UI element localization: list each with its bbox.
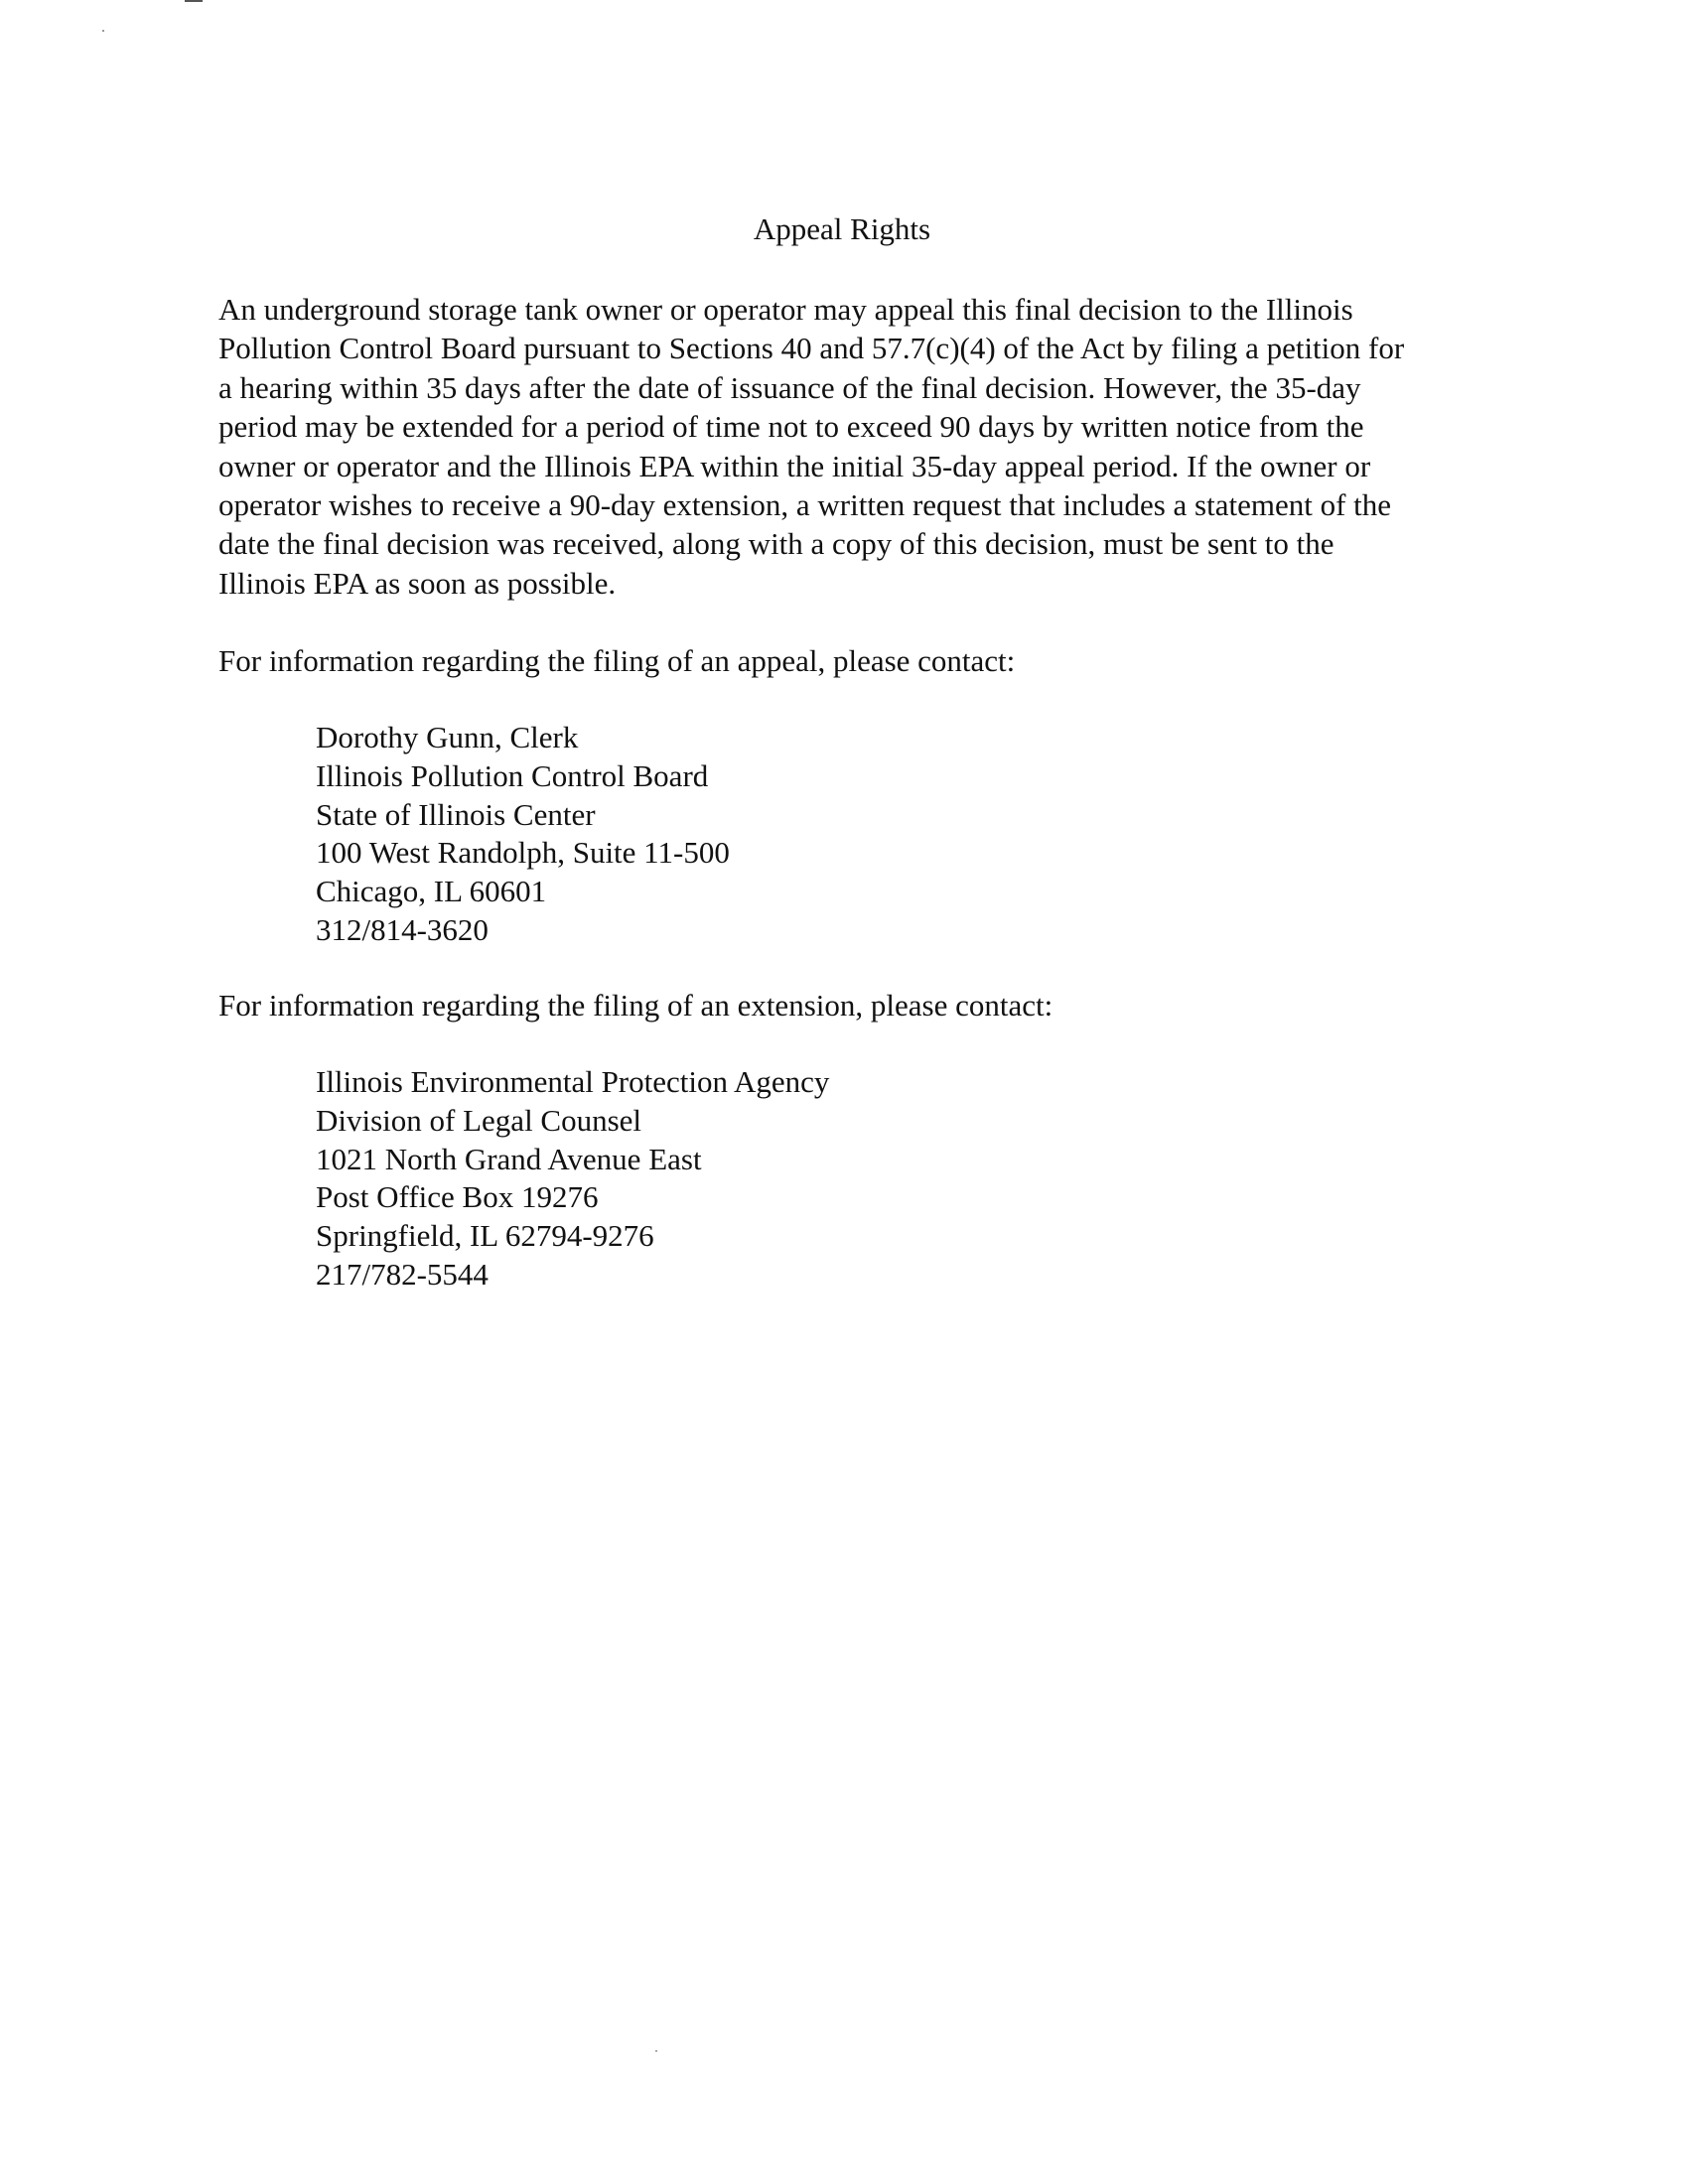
- contact-organization: Illinois Environmental Protection Agency: [316, 1064, 830, 1099]
- contact-city-state-zip: Springfield, IL 62794-9276: [316, 1218, 654, 1254]
- paragraph-line: period may be extended for a period of time not to exceed 90 days by written notice from the: [218, 409, 1364, 445]
- contact-po-box: Post Office Box 19276: [316, 1179, 599, 1215]
- contact-phone: 312/814-3620: [316, 911, 489, 947]
- contact-phone: 217/782-5544: [316, 1256, 489, 1292]
- appeal-contact-address: [316, 719, 730, 950]
- scan-speck: [102, 30, 104, 32]
- scan-mark: [185, 0, 203, 2]
- paragraph-line: operator wishes to receive a 90-day extension, a written request that includes a statement of the: [218, 487, 1392, 523]
- scan-speck: [655, 2050, 657, 2052]
- page-title: Appeal Rights: [753, 211, 931, 246]
- contact-division: Division of Legal Counsel: [316, 1102, 642, 1138]
- paragraph-line: a hearing within 35 days after the date of issuance of the final decision. However, the 35-day: [218, 369, 1361, 405]
- contact-organization: Illinois Pollution Control Board: [316, 757, 709, 793]
- extension-contact-intro: For information regarding the filing of an extension, please contact:: [218, 988, 1053, 1023]
- paragraph-line: Pollution Control Board pursuant to Sections 40 and 57.7(c)(4) of the Act by filing a petition for: [218, 331, 1405, 366]
- contact-city-state-zip: Chicago, IL 60601: [316, 874, 547, 909]
- contact-street: 1021 North Grand Avenue East: [316, 1141, 702, 1176]
- paragraph-line: An underground storage tank owner or operator may appeal this final decision to the Illinois: [218, 292, 1353, 327]
- appeal-contact-intro: For information regarding the filing of an appeal, please contact:: [218, 643, 1016, 678]
- extension-contact-address: [316, 1063, 829, 1295]
- contact-building: State of Illinois Center: [316, 796, 596, 832]
- paragraph-line: Illinois EPA as soon as possible.: [218, 565, 617, 601]
- paragraph-line: owner or operator and the Illinois EPA within the initial 35-day appeal period. If the owner or: [218, 448, 1371, 483]
- contact-street: 100 West Randolph, Suite 11-500: [316, 835, 730, 871]
- contact-name: Dorothy Gunn, Clerk: [316, 720, 579, 754]
- appeal-rights-paragraph: [218, 290, 1499, 603]
- paragraph-line: date the final decision was received, along with a copy of this decision, must be sent to the: [218, 526, 1334, 562]
